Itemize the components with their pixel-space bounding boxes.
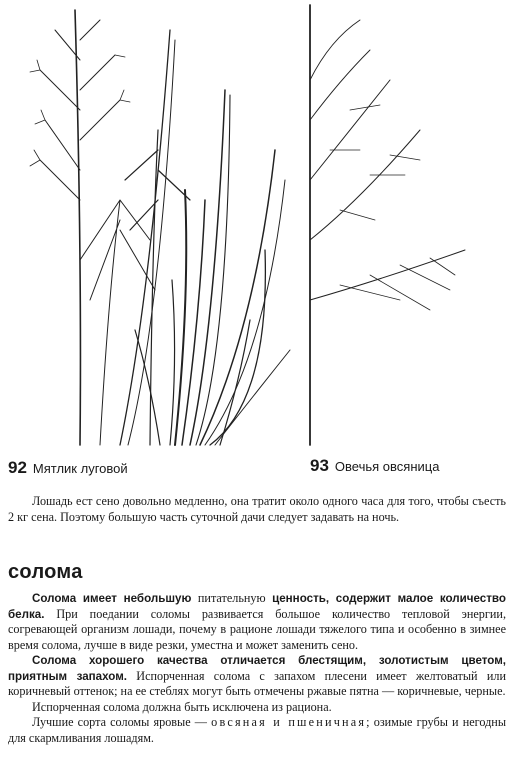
straw-section	[8, 591, 506, 746]
figure-92-caption	[8, 458, 128, 478]
figure-93-caption	[310, 456, 439, 476]
spaced-text: овсяная и пшеничная	[211, 715, 367, 729]
paragraph-text: Лучшие сорта соломы яровые —	[32, 715, 212, 729]
intro-paragraph	[8, 494, 506, 525]
figure-number: 93	[310, 456, 329, 475]
paragraph-text: При поедании соломы развивается большое количество тепловой энергии, согревающей организм лошади, почему в рационе лошади тяжелого типа и особенно в зимнее время солома, лучше в виде резки, уместна и может заменить сено.	[8, 606, 506, 652]
paragraph-nutrition	[8, 591, 506, 653]
bold-text: Солома имеет небольшую	[32, 592, 192, 605]
figure-number: 92	[8, 458, 27, 477]
paragraph-spoiled: Испорченная солома должна быть исключена из рациона.	[32, 699, 332, 714]
paragraph-text: ; озимые грубы и негодны для скармливания лошадям.	[8, 715, 507, 745]
paragraph-varieties	[8, 715, 506, 746]
sheep-fescue-illustration	[300, 0, 516, 455]
bold-text: Солома хорошего качества отличается блестящим, золотистым цветом, приятным запахом.	[8, 654, 506, 683]
paragraph-text: питательную	[191, 591, 273, 605]
section-heading: солома	[8, 561, 83, 583]
figure-title: Овечья овсяница	[334, 459, 440, 474]
meadow-grass-illustration	[0, 0, 300, 455]
figure-title: Мятлик луговой	[32, 461, 128, 476]
bold-text: ценность, содержит малое количество белка.	[8, 592, 506, 621]
paragraph-text: Лошадь ест сено довольно медленно, она тратит около одного часа для того, чтобы съесть 2 кг сена. Поэтому большую часть суточной дачи следует задавать на ночь.	[8, 494, 506, 524]
paragraph-quality	[8, 653, 506, 700]
paragraph-text: Испорченная солома с запахом плесени имеет желтоватый или коричневый оттенок; на ее стеблях могут быть отмечены ржавые пятна — коричневые, черные.	[8, 668, 506, 698]
